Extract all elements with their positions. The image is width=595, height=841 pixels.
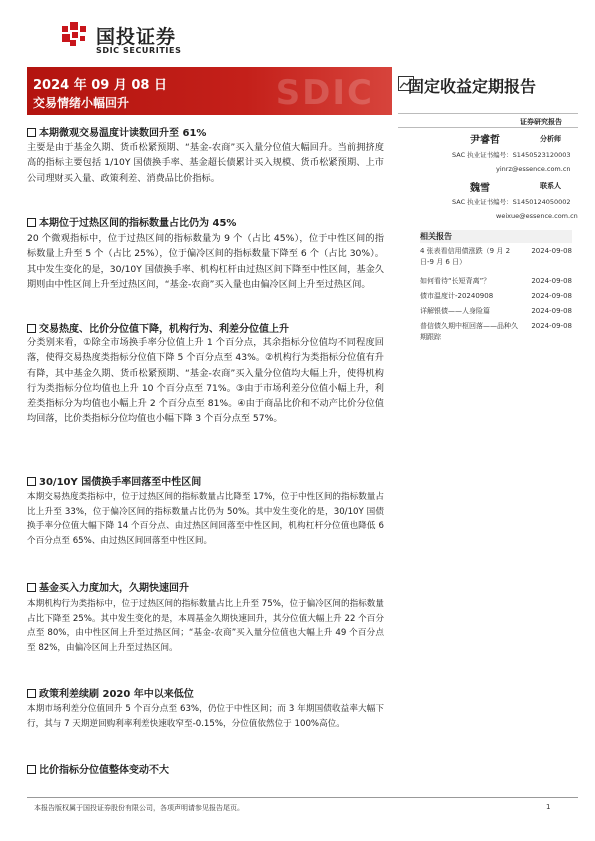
analyst-name: 尹睿哲 — [470, 135, 500, 146]
checkbox-square-icon — [27, 689, 36, 698]
column-tag: 证券研究报告 — [520, 118, 562, 126]
related-report-title: 4 张表看信用债涨跌（9 月 2 日-9 月 6 日） — [420, 247, 511, 266]
related-report-item[interactable] — [420, 306, 572, 317]
related-report-date: 2024-09-08 — [531, 307, 572, 315]
related-report-item[interactable] — [420, 321, 572, 343]
footer-disclaimer: 本报告版权属于国投证券股份有限公司，各项声明请参见报告尾页。 — [34, 804, 244, 812]
related-report-title: 普信债久期中枢回落——品种久期跟踪 — [420, 322, 518, 341]
footer-divider — [27, 797, 578, 798]
banner-watermark: SDIC — [275, 73, 374, 113]
section-heading: 交易热度、比价分位值下降，机构行为、利差分位值上升 — [27, 320, 289, 335]
related-report-item[interactable] — [420, 276, 572, 287]
section-heading: 基金买入力度加大，久期快速回升 — [27, 579, 189, 594]
related-reports-title: 相关报告 — [420, 232, 452, 241]
related-report-date: 2024-09-08 — [531, 322, 572, 330]
related-report-title: 债市温度计-20240908 — [420, 292, 494, 300]
section-heading: 30/10Y 国债换手率回落至中性区间 — [27, 473, 201, 488]
logo-mark-icon — [60, 20, 90, 50]
related-report-date: 2024-09-08 — [531, 277, 572, 285]
section-heading: 本期位于过热区间的指标数量占比仍为 45% — [27, 214, 236, 229]
checkbox-square-icon — [27, 128, 36, 137]
related-report-title: 如何看待“长短背离”？ — [420, 277, 491, 285]
related-report-date: 2024-09-08 — [531, 292, 572, 300]
analyst-role: 分析师 — [540, 135, 561, 143]
report-title: 交易情绪小幅回升 — [33, 96, 130, 110]
checkbox-square-icon — [27, 583, 36, 592]
section-heading: 本期微观交易温度计读数回升至 61% — [27, 124, 206, 139]
report-type: 固定收益定期报告 — [408, 77, 537, 96]
divider — [398, 113, 578, 114]
section-body: 本期交易热度类指标中，位于过热区间的指标数量占比降至 17%，位于中性区间的指标数量占比上升至 33%，位于偏冷区间的指标数量占比仍为 50%。其中发生变化的是，30/10Y 国债换手率分位值大幅下降 14 个百分点、由过热区间回落至中性区间，机构杠杆分位值也降低 6 个百分点至 65%、由过热区间回落至中性区间。 — [27, 492, 384, 546]
page-number: 1 — [546, 803, 551, 811]
checkbox-square-icon — [27, 477, 36, 486]
related-report-item[interactable] — [420, 246, 572, 268]
related-report-item[interactable] — [420, 291, 572, 302]
related-report-date: 2024-09-08 — [531, 247, 572, 255]
analyst-email[interactable]: weixue@essence.com.cn — [496, 212, 578, 220]
analyst-cert: SAC 执业证书编号：S1450523120003 — [452, 151, 571, 159]
section-body: 本期市场利差分位值回升 5 个百分点至 63%，仍位于中性区间；而 3 年期国债收益率大幅下行，其与 7 天期逆回购利率利差快速收窄至-0.15%，分位值依然位于 100%高位。 — [27, 704, 384, 729]
divider — [398, 127, 578, 128]
related-report-title: 详解银债——人身险篇 — [420, 307, 490, 315]
logo-text-en: SDIC SECURITIES — [96, 46, 182, 55]
section-heading: 政策利差续刷 2020 年中以来低位 — [27, 685, 194, 700]
checkbox-square-icon — [27, 218, 36, 227]
analyst-role: 联系人 — [540, 182, 561, 190]
section-body: 20 个微观指标中，位于过热区间的指标数量为 9 个（占比 45%），位于中性区间的指标数量上升至 5 个（占比 25%），位于偏冷区间的指标数量下降至 6 个（占比 30%）。其中发生变化的是，30/10Y 国债换手率、机构杠杆由过热区间下降至中性区间，基金久期则由中性区间上升至过热区间，“基金-农商”买入量也由偏冷区间上升至过热区间。 — [27, 233, 384, 290]
company-logo — [60, 20, 220, 58]
section-body: 分类别来看，①除全市场换手率分位值上升 1 个百分点，其余指标分位值均不同程度回落，使得交易热度类指标分位值下降 5 个百分点至 43%。②机构行为类指标分位值有升有降，其中基金久期、货币松紧预期、“基金-农商”买入量分位值均大幅上升，使得机构行为类指标分位均值也上升 10 个百分点至 71%。③由于市场利差分位值小幅上升，利差类指标分为均值也小幅上升 2 个百分点至 81%。④由于商品比价和不动产比价分位值均回落，比价类指标分位均值也小幅下降 3 个百分点至 57%。 — [27, 337, 384, 425]
report-date: 2024 年 09 月 08 日 — [33, 78, 167, 93]
analyst-cert: SAC 执业证书编号：S1450124050002 — [452, 198, 571, 206]
section-heading: 比价指标分位值整体变动不大 — [27, 761, 169, 776]
checkbox-square-icon — [27, 324, 36, 333]
logo-text-cn: 国投证券 — [96, 26, 177, 48]
section-body: 主要是由于基金久期、货币松紧预期、“基金-农商”买入量分位值大幅回升。当前拥挤度高的指标主要包括 1/10Y 国债换手率、基金超长债累计买入规模、货币松紧预期、上市公司理财买入量、政策利差、消费品比价指标。 — [27, 142, 384, 184]
checkbox-square-icon — [27, 765, 36, 774]
section-body: 本期机构行为类指标中，位于过热区间的指标数量占比上升至 75%，位于偏冷区间的指标数量占比下降至 25%。其中发生变化的是，本周基金久期快速回升，其分位值大幅上升 22 个百分点至 80%，由中性区间上升至过热区间；“基金-农商”买入量分位值也大幅上升 49 个百分点至 82%，由偏冷区间上升至过热区间。 — [27, 599, 384, 653]
analyst-name: 魏雪 — [470, 183, 490, 194]
analyst-email[interactable]: yinrz@essence.com.cn — [496, 165, 571, 173]
